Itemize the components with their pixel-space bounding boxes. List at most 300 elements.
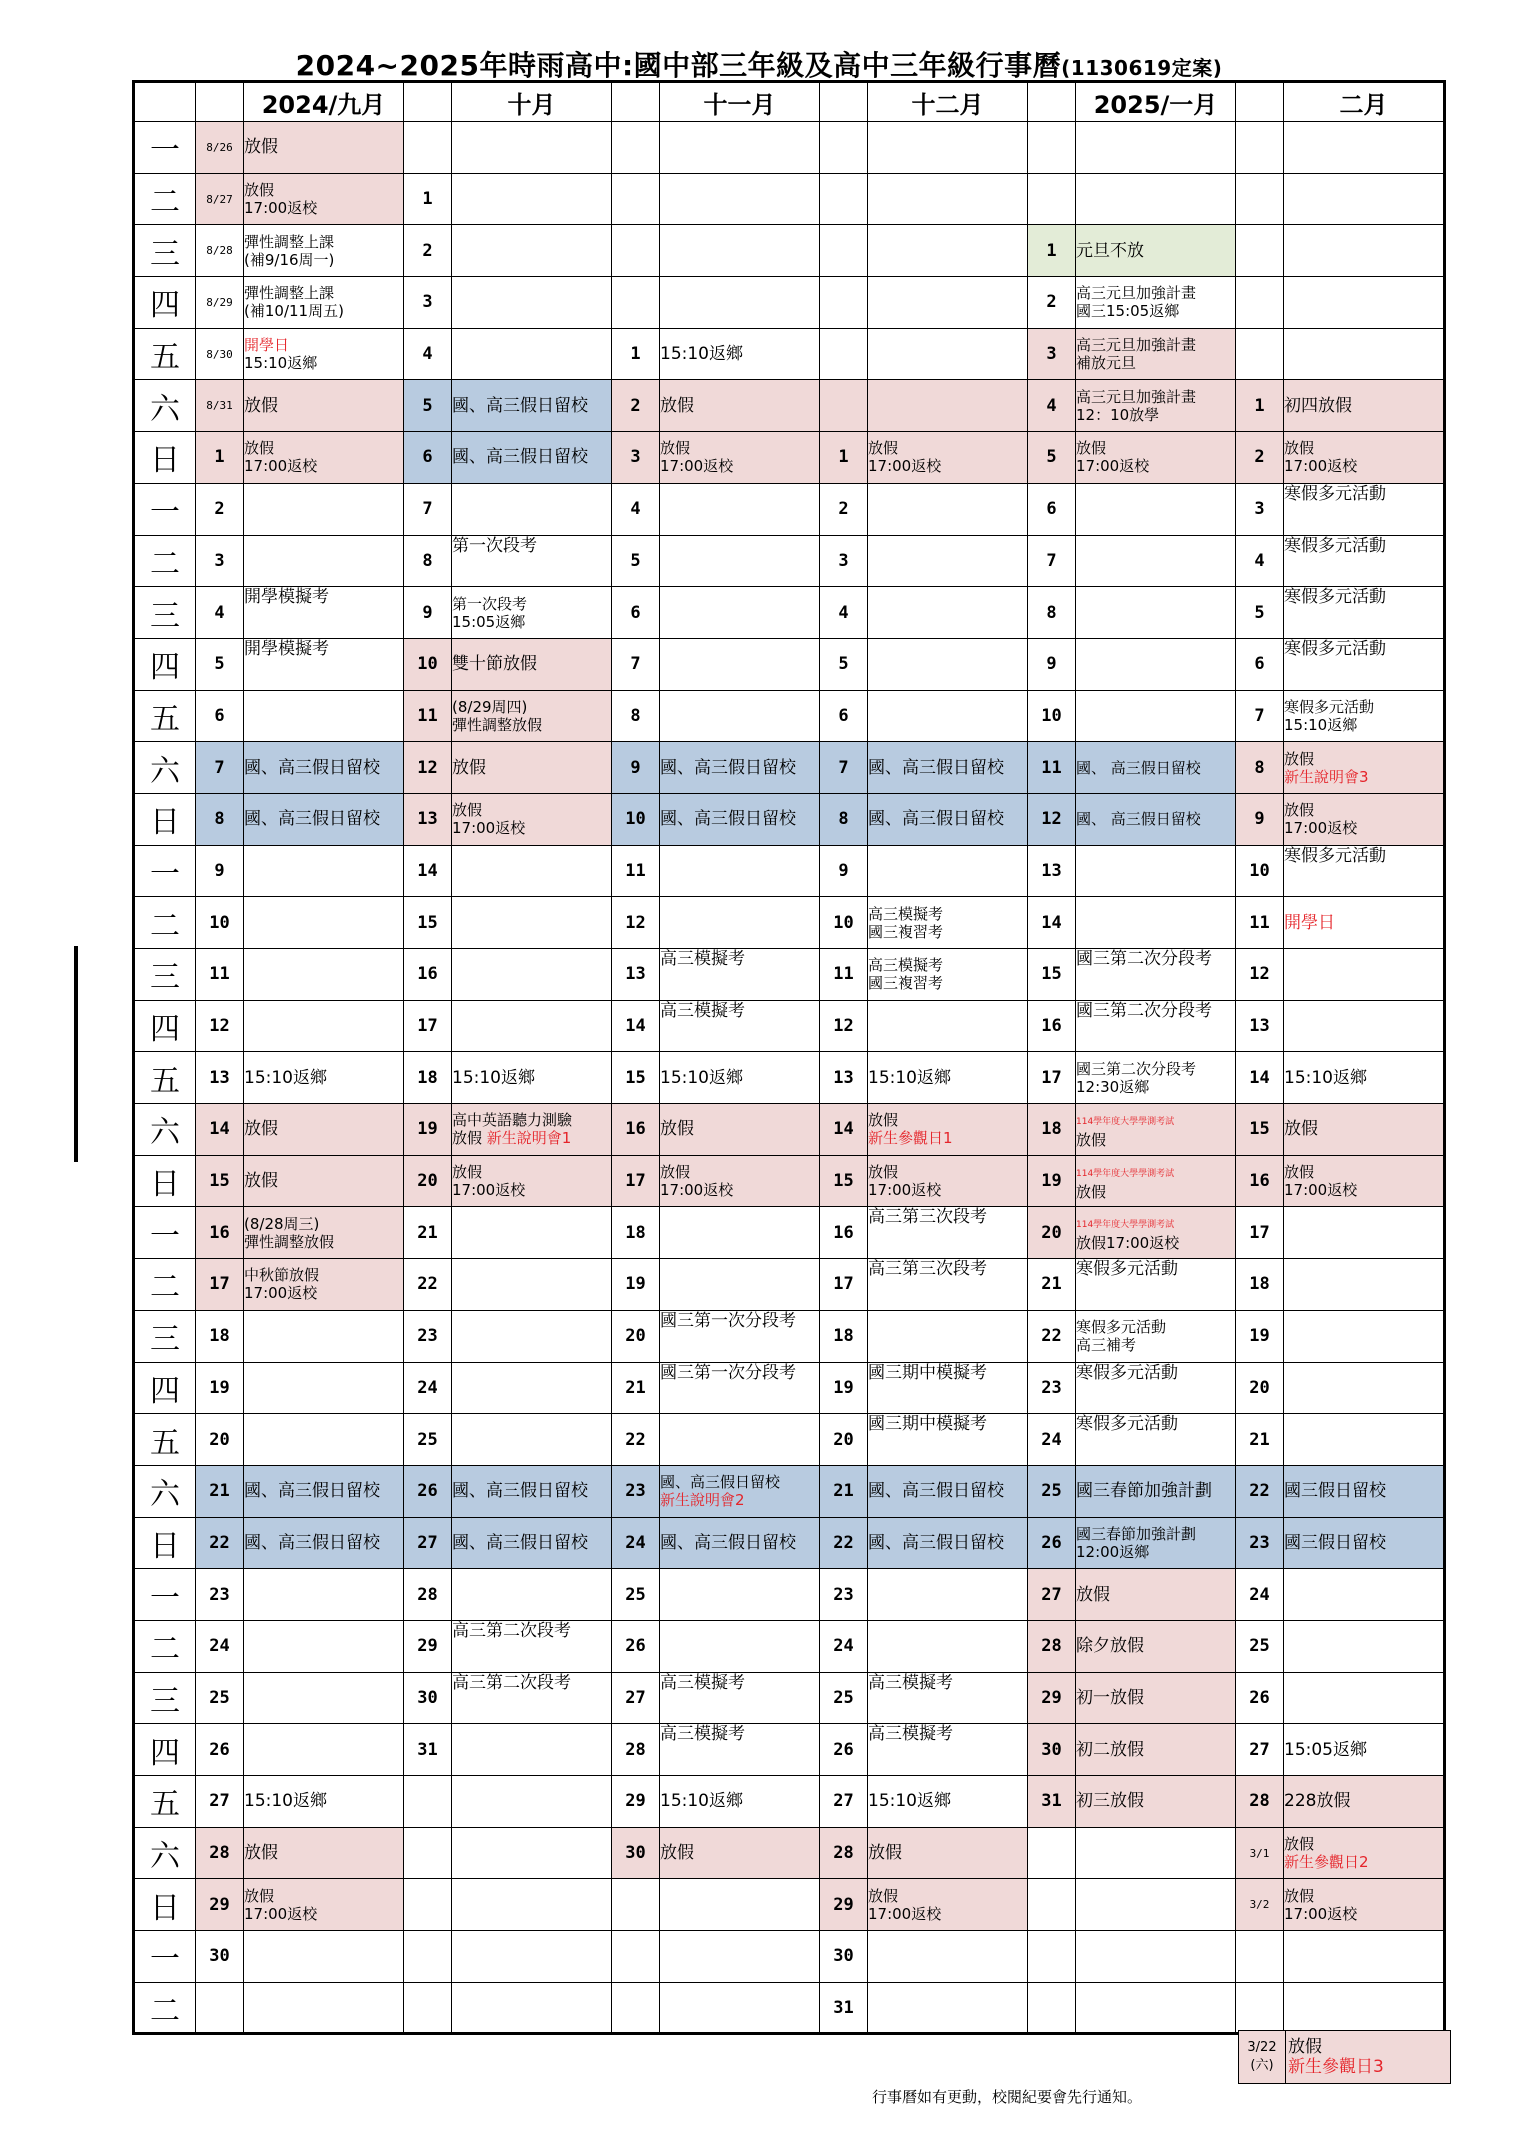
date-cell: 14 xyxy=(404,845,452,897)
date-cell: 22 xyxy=(612,1414,660,1466)
event-cell xyxy=(244,225,404,277)
event-cell xyxy=(452,1207,612,1259)
date-cell: 22 xyxy=(1236,1465,1284,1517)
date-cell: 6 xyxy=(404,432,452,484)
event-line: 放假 xyxy=(1284,1835,1315,1854)
date-cell xyxy=(1236,277,1284,329)
event-cell xyxy=(452,535,612,587)
page-title xyxy=(0,44,1518,84)
event-cell xyxy=(868,1982,1028,2034)
event-line: 高三模擬考 xyxy=(868,1672,953,1693)
event-cell xyxy=(1076,483,1236,535)
date-cell: 24 xyxy=(820,1620,868,1672)
event-line: 15:10返鄉 xyxy=(660,1067,743,1088)
event-cell xyxy=(1076,1465,1236,1517)
date-cell: 9 xyxy=(1236,793,1284,845)
event-line: 第一次段考 xyxy=(452,535,537,556)
date-cell: 14 xyxy=(1236,1052,1284,1104)
weekday-cell: 三 xyxy=(134,1672,196,1724)
event-cell xyxy=(868,432,1028,484)
event-cell xyxy=(868,587,1028,639)
event-line: 高三模擬考 xyxy=(868,904,944,923)
date-cell: 29 xyxy=(196,1879,244,1931)
event-line: 15:10返鄉 xyxy=(660,1791,743,1812)
weekday-cell: 五 xyxy=(134,690,196,742)
event-line: 17:00返校 xyxy=(868,1181,942,1200)
event-line: 彈性調整上課 xyxy=(244,284,335,303)
event-line: 國、高三假日留校 xyxy=(868,809,1004,830)
event-line: 國三第一次分段考 xyxy=(660,1362,796,1383)
date-cell: 27 xyxy=(612,1672,660,1724)
date-cell: 4 xyxy=(820,587,868,639)
week-row xyxy=(134,1569,1445,1621)
event-cell xyxy=(868,1052,1028,1104)
extra-date xyxy=(1239,2031,1286,2084)
week-row xyxy=(134,483,1445,535)
event-cell xyxy=(660,1414,820,1466)
event-cell xyxy=(1284,1104,1445,1156)
event-cell xyxy=(452,897,612,949)
date-cell: 3/2 xyxy=(1236,1879,1284,1931)
event-cell xyxy=(1076,1517,1236,1569)
event-line: 除夕放假 xyxy=(1076,1636,1144,1657)
date-cell xyxy=(1236,1931,1284,1983)
event-cell xyxy=(660,1052,820,1104)
event-line: 放假 xyxy=(660,439,691,458)
event-line: 15:10返鄉 xyxy=(244,354,318,373)
week-row xyxy=(134,1982,1445,2034)
event-cell xyxy=(868,845,1028,897)
event-cell xyxy=(1284,1827,1445,1879)
header-blank xyxy=(404,82,452,122)
date-cell xyxy=(612,1982,660,2034)
week-row xyxy=(134,1776,1445,1828)
date-cell: 1 xyxy=(820,432,868,484)
event-line: 國、高三假日留校 xyxy=(452,1532,588,1553)
date-cell: 26 xyxy=(612,1620,660,1672)
event-cell xyxy=(1076,587,1236,639)
date-cell: 25 xyxy=(1236,1620,1284,1672)
event-cell xyxy=(1284,535,1445,587)
event-line: 國三第二次分段考 xyxy=(1076,1000,1212,1021)
event-line xyxy=(1284,913,1335,933)
event-line: 初一放假 xyxy=(1076,1687,1144,1708)
event-cell xyxy=(452,432,612,484)
event-line: 國、高三假日留校 xyxy=(244,1481,380,1502)
event-line: 國三期中模擬考 xyxy=(868,1414,987,1435)
event-cell xyxy=(1076,1000,1236,1052)
event-cell xyxy=(244,1827,404,1879)
event-line: 放假 xyxy=(1076,1182,1107,1201)
event-cell xyxy=(452,1724,612,1776)
highlight-text: 新生說明會1 xyxy=(486,1129,572,1148)
event-cell xyxy=(244,1931,404,1983)
weekday-cell: 五 xyxy=(134,1776,196,1828)
event-cell xyxy=(660,897,820,949)
weekday-cell: 五 xyxy=(134,1052,196,1104)
event-cell xyxy=(660,638,820,690)
week-row xyxy=(134,1414,1445,1466)
date-cell: 27 xyxy=(404,1517,452,1569)
date-cell: 11 xyxy=(1236,897,1284,949)
month-header: 2025/一月 xyxy=(1076,82,1236,122)
event-cell xyxy=(452,1931,612,1983)
date-cell: 16 xyxy=(612,1104,660,1156)
weekday-cell: 日 xyxy=(134,1517,196,1569)
date-cell: 10 xyxy=(1236,845,1284,897)
event-cell xyxy=(868,690,1028,742)
weekday-cell: 六 xyxy=(134,1465,196,1517)
date-cell: 5 xyxy=(1028,432,1076,484)
event-line: 17:00返校 xyxy=(1284,819,1358,838)
event-line: 17:00返校 xyxy=(868,1904,942,1923)
date-cell: 1 xyxy=(404,173,452,225)
date-cell: 4 xyxy=(196,587,244,639)
weekday-cell: 一 xyxy=(134,483,196,535)
event-cell xyxy=(244,1724,404,1776)
event-cell xyxy=(244,173,404,225)
event-cell xyxy=(1284,1259,1445,1311)
event-cell xyxy=(452,225,612,277)
date-cell: 6 xyxy=(196,690,244,742)
event-line: (補9/16周一) xyxy=(244,250,335,269)
date-cell: 26 xyxy=(820,1724,868,1776)
date-cell: 18 xyxy=(612,1207,660,1259)
event-line: 寒假多元活動 xyxy=(1076,1414,1178,1435)
week-row xyxy=(134,845,1445,897)
week-row xyxy=(134,1517,1445,1569)
event-cell xyxy=(1284,277,1445,329)
event-cell xyxy=(244,432,404,484)
event-line: 寒假多元活動 xyxy=(1076,1259,1178,1280)
event-cell xyxy=(660,1620,820,1672)
date-cell: 17 xyxy=(1236,1207,1284,1259)
date-cell: 1 xyxy=(612,328,660,380)
event-cell xyxy=(452,1827,612,1879)
date-cell xyxy=(1236,173,1284,225)
week-row xyxy=(134,1155,1445,1207)
event-cell xyxy=(1284,432,1445,484)
event-cell xyxy=(1284,1569,1445,1621)
event-cell xyxy=(244,1310,404,1362)
event-cell xyxy=(244,587,404,639)
date-cell: 21 xyxy=(404,1207,452,1259)
date-cell: 3 xyxy=(1236,483,1284,535)
date-cell: 7 xyxy=(1028,535,1076,587)
margin-mark xyxy=(74,946,78,1162)
week-row xyxy=(134,535,1445,587)
week-row xyxy=(134,1620,1445,1672)
event-cell xyxy=(660,1982,820,2034)
date-cell: 27 xyxy=(1028,1569,1076,1621)
event-line: 114學年度大學學測考試 xyxy=(1076,1220,1175,1231)
event-cell xyxy=(868,897,1028,949)
event-cell xyxy=(1076,122,1236,174)
event-cell xyxy=(452,1620,612,1672)
event-line: 放假 xyxy=(244,137,278,158)
event-cell xyxy=(1284,1931,1445,1983)
date-cell: 2 xyxy=(196,483,244,535)
date-cell: 27 xyxy=(196,1776,244,1828)
date-cell: 7 xyxy=(820,742,868,794)
weekday-cell: 四 xyxy=(134,1000,196,1052)
event-cell xyxy=(1076,1879,1236,1931)
event-cell xyxy=(660,1259,820,1311)
event-line: 國、高三假日留校 xyxy=(660,809,796,830)
date-cell: 13 xyxy=(820,1052,868,1104)
date-cell xyxy=(612,277,660,329)
weekday-cell: 日 xyxy=(134,1879,196,1931)
highlight-text: 新生參觀日2 xyxy=(1284,1853,1369,1872)
header-blank xyxy=(612,82,660,122)
date-cell xyxy=(612,122,660,174)
event-cell xyxy=(660,432,820,484)
weekday-cell: 一 xyxy=(134,845,196,897)
date-cell: 7 xyxy=(1236,690,1284,742)
event-cell xyxy=(452,690,612,742)
event-cell xyxy=(244,1569,404,1621)
date-cell: 15 xyxy=(196,1155,244,1207)
event-cell xyxy=(452,1982,612,2034)
date-cell: 19 xyxy=(612,1259,660,1311)
event-cell xyxy=(1284,638,1445,690)
event-line xyxy=(868,1129,953,1147)
event-line: 3/22 xyxy=(1247,2040,1277,2055)
weekday-cell: 一 xyxy=(134,122,196,174)
event-cell xyxy=(868,535,1028,587)
event-cell xyxy=(1076,432,1236,484)
date-cell: 30 xyxy=(1028,1724,1076,1776)
event-line: 放假 xyxy=(1284,1119,1318,1140)
title-main: 2024~2025年時雨高中:國中部三年級及高中三年級行事曆 xyxy=(295,49,1062,82)
event-line: 放假 xyxy=(452,1163,483,1182)
event-cell xyxy=(244,1000,404,1052)
event-cell xyxy=(660,1104,820,1156)
event-cell xyxy=(1284,225,1445,277)
event-cell xyxy=(452,742,612,794)
week-row xyxy=(134,1724,1445,1776)
date-cell: 22 xyxy=(820,1517,868,1569)
date-cell: 8/29 xyxy=(196,277,244,329)
date-cell: 24 xyxy=(1028,1414,1076,1466)
event-cell xyxy=(1076,1155,1236,1207)
event-cell xyxy=(244,690,404,742)
date-cell: 10 xyxy=(820,897,868,949)
event-line: 高中英語聽力測驗 xyxy=(452,1111,573,1130)
event-line: 國三春節加強計劃 xyxy=(1076,1481,1212,1502)
event-line: 國、 高三假日留校 xyxy=(1076,758,1201,777)
event-line: 放假 新生說明會1 xyxy=(452,1129,572,1148)
date-cell: 28 xyxy=(820,1827,868,1879)
event-line: 17:00返校 xyxy=(1284,1181,1358,1200)
event-line: 17:00返校 xyxy=(244,457,318,476)
date-cell: 24 xyxy=(612,1517,660,1569)
event-line: 國三複習考 xyxy=(868,974,944,993)
event-cell xyxy=(1284,690,1445,742)
event-line: 寒假多元活動 xyxy=(1284,535,1386,556)
week-row xyxy=(134,1931,1445,1983)
event-line: 高三第三次段考 xyxy=(868,1259,987,1280)
event-line: 國三春節加強計劃 xyxy=(1076,1524,1197,1543)
date-cell: 16 xyxy=(196,1207,244,1259)
date-cell xyxy=(1028,1879,1076,1931)
weekday-cell: 三 xyxy=(134,949,196,1001)
date-cell: 20 xyxy=(1236,1362,1284,1414)
event-cell xyxy=(1076,1982,1236,2034)
event-line: 放假 xyxy=(244,395,278,416)
date-cell: 29 xyxy=(1028,1672,1076,1724)
event-line: 17:00返校 xyxy=(660,1181,734,1200)
date-cell: 5 xyxy=(820,638,868,690)
month-header: 十月 xyxy=(452,82,612,122)
event-cell xyxy=(660,1362,820,1414)
date-cell: 8 xyxy=(1028,587,1076,639)
event-cell xyxy=(452,1052,612,1104)
date-cell: 11 xyxy=(1028,742,1076,794)
date-cell: 8/30 xyxy=(196,328,244,380)
event-line: 17:00返校 xyxy=(244,1904,318,1923)
event-cell xyxy=(244,380,404,432)
date-cell: 6 xyxy=(612,587,660,639)
event-line: 放假 xyxy=(1284,1163,1315,1182)
event-cell xyxy=(660,949,820,1001)
week-row xyxy=(134,1052,1445,1104)
event-line: 初二放假 xyxy=(1076,1739,1144,1760)
event-line: 放假 xyxy=(244,439,275,458)
date-cell: 28 xyxy=(612,1724,660,1776)
event-cell xyxy=(244,1620,404,1672)
date-cell: 11 xyxy=(196,949,244,1001)
date-cell: 8 xyxy=(196,793,244,845)
weekday-cell: 六 xyxy=(134,1104,196,1156)
event-cell xyxy=(868,173,1028,225)
week-row xyxy=(134,1672,1445,1724)
date-cell: 9 xyxy=(196,845,244,897)
event-line: (8/28周三) xyxy=(244,1214,320,1233)
event-cell xyxy=(660,845,820,897)
date-cell: 15 xyxy=(612,1052,660,1104)
event-cell xyxy=(244,1104,404,1156)
event-cell xyxy=(1076,897,1236,949)
event-cell xyxy=(452,328,612,380)
event-line: 國、高三假日留校 xyxy=(660,757,796,778)
event-cell xyxy=(660,1517,820,1569)
date-cell: 18 xyxy=(404,1052,452,1104)
date-cell: 31 xyxy=(1028,1776,1076,1828)
event-cell xyxy=(1284,380,1445,432)
event-cell xyxy=(452,1569,612,1621)
weekday-cell: 六 xyxy=(134,742,196,794)
week-row xyxy=(134,742,1445,794)
event-cell xyxy=(660,122,820,174)
date-cell: 20 xyxy=(404,1155,452,1207)
date-cell: 21 xyxy=(1236,1414,1284,1466)
date-cell: 14 xyxy=(612,1000,660,1052)
date-cell: 25 xyxy=(1028,1465,1076,1517)
event-cell xyxy=(1076,1362,1236,1414)
event-cell xyxy=(1284,1517,1445,1569)
date-cell: 1 xyxy=(1236,380,1284,432)
date-cell: 26 xyxy=(196,1724,244,1776)
event-line: 高三模擬考 xyxy=(660,949,745,969)
month-header: 十一月 xyxy=(660,82,820,122)
date-cell: 12 xyxy=(612,897,660,949)
event-line: 15:10返鄉 xyxy=(244,1067,327,1088)
event-line: 國三第二次分段考 xyxy=(1076,1059,1197,1078)
week-row xyxy=(134,587,1445,639)
event-line: 放假 xyxy=(1284,749,1315,768)
date-cell: 14 xyxy=(196,1104,244,1156)
event-cell xyxy=(1076,277,1236,329)
event-line: (六) xyxy=(1250,2058,1274,2073)
date-cell: 12 xyxy=(196,1000,244,1052)
event-cell xyxy=(660,328,820,380)
date-cell: 13 xyxy=(1236,1000,1284,1052)
date-cell: 29 xyxy=(404,1620,452,1672)
event-line: 國、高三假日留校 xyxy=(660,1473,781,1492)
event-line: 國三假日留校 xyxy=(1284,1532,1386,1553)
event-line: 高三第二次段考 xyxy=(452,1672,571,1693)
event-line: 寒假多元活動 xyxy=(1284,697,1375,716)
event-cell xyxy=(660,1672,820,1724)
event-cell xyxy=(660,690,820,742)
date-cell: 2 xyxy=(612,380,660,432)
date-cell: 8/26 xyxy=(196,122,244,174)
event-line: 放假 xyxy=(244,181,275,200)
event-cell xyxy=(452,1000,612,1052)
event-line: 國、高三假日留校 xyxy=(452,395,588,416)
event-cell xyxy=(1284,1465,1445,1517)
date-cell xyxy=(1236,328,1284,380)
event-line: 放假 xyxy=(868,1111,899,1130)
event-cell xyxy=(244,1982,404,2034)
week-row xyxy=(134,1465,1445,1517)
event-cell xyxy=(1284,1879,1445,1931)
event-cell xyxy=(660,225,820,277)
date-cell: 6 xyxy=(1236,638,1284,690)
weekday-cell: 二 xyxy=(134,1982,196,2034)
month-header: 2024/九月 xyxy=(244,82,404,122)
event-cell xyxy=(1284,1776,1445,1828)
date-cell: 10 xyxy=(196,897,244,949)
date-cell: 18 xyxy=(1236,1259,1284,1311)
date-cell: 20 xyxy=(612,1310,660,1362)
event-line: 放假 xyxy=(1076,1130,1107,1149)
event-cell xyxy=(452,1879,612,1931)
event-cell xyxy=(868,1362,1028,1414)
date-cell: 6 xyxy=(1028,483,1076,535)
event-line: 15:10返鄉 xyxy=(452,1067,535,1088)
event-cell xyxy=(1076,380,1236,432)
date-cell: 17 xyxy=(1028,1052,1076,1104)
event-cell xyxy=(244,897,404,949)
date-cell: 4 xyxy=(404,328,452,380)
event-line: 高三元旦加強計畫 xyxy=(1076,284,1197,303)
date-cell: 8 xyxy=(404,535,452,587)
event-cell xyxy=(868,122,1028,174)
event-cell xyxy=(868,1517,1028,1569)
date-cell: 17 xyxy=(820,1259,868,1311)
event-cell xyxy=(868,742,1028,794)
event-cell xyxy=(244,742,404,794)
event-cell xyxy=(868,1259,1028,1311)
event-cell xyxy=(660,1724,820,1776)
event-line xyxy=(1284,1853,1369,1871)
event-line: 高三模擬考 xyxy=(660,1672,745,1693)
month-header: 二月 xyxy=(1284,82,1445,122)
event-cell xyxy=(452,1776,612,1828)
event-cell xyxy=(868,793,1028,845)
